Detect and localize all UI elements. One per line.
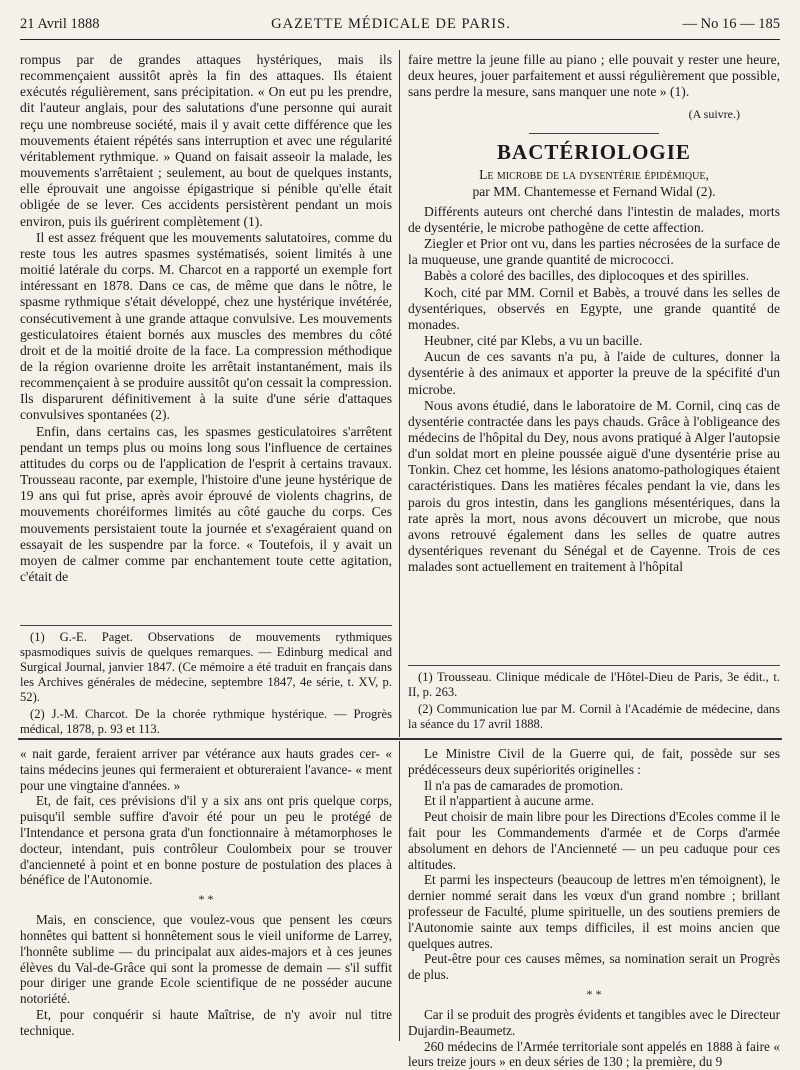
column-divider-top [399,50,400,737]
paragraph: Il n'a pas de camarades de promotion. [424,777,624,793]
paragraph: Heubner, cité par Klebs, a vu un bacille. [424,333,643,349]
paragraph: 260 médecins de l'Armée territoriale sont appelés en 1888 à faire « leurs treize jours » en deux séries de 130 ; la première, du 9 [408,1038,780,1070]
footnote-separator [20,625,392,626]
paragraph: Différents auteurs ont cherché dans l'intestin de malades, morts de dysentérie, le microbe pathogène de cette affection. [408,203,780,235]
paragraph: Peut-être pour ces causes mêmes, sa nomination serait un Progrès de plus. [408,951,780,983]
paragraph: Aucun de ces savants n'a pu, à l'aide de cultures, donner la dysentérie à des animaux et apporter la preuve de la spécifité d'un microbe. [408,349,780,397]
paragraph: Enfin, dans certains cas, les spasmes gesticulatoires s'arrêtent pendant un temps plus ou moins long sous l'influence de certaines attitudes du corps ou de l'application de l'esprit à certains travaux. Trousseau raconte, par exemple, l'histoire d'une jeune hystérique de 19 ans qui fut prise, après avoir éprouvé de violents chagrins, de mouvements choréiformes limités au côté gauche du corps. Ces mouvements persistaient toute la journée et s'exagéraient quand on essayait de les suspendre par la force. « Toutefois, il y avait un moyen de calmer comme par enchantement toute cette agitation, c'était de [20,423,392,584]
right-column [408,52,780,575]
paragraph: « nait garde, feraient arriver par vétérance aux hauts grades cer- « tains médecins jeunes qui fermeraient et obtureraient l'avance- « ment pour une vingtaine d'années. » [20,746,392,793]
issue-date: 21 Avril 1888 [20,16,100,32]
paragraph: Babès a coloré des bacilles, des diplocoques et des spirilles. [424,268,750,284]
footnote: (2) J.-M. Charcot. De la chorée rythmique hystérique. — Progrès médical, 1878, p. 93 et 113. [20,707,392,736]
article-authors: par MM. Chantemesse et Fernand Widal (2). [472,183,716,199]
paragraph: Car il se produit des progrès évidents et tangibles avec le Directeur Dujardin-Beaumetz. [408,1006,780,1038]
section-divider [18,738,782,740]
footnote-separator [408,665,780,666]
paragraph: faire mettre la jeune fille au piano ; elle pouvait y rester une heure, deux heures, jouer parfaitement et aussi régulièrement que possible, sans perdre la mesure, sans manquer une note » (1). [408,52,780,100]
issue-page-number: — No 16 — 185 [682,16,780,32]
footnote: (2) Communication lue par M. Cornil à l'Académie de médecine, dans la séance du 17 avril 1888. [408,702,780,731]
paragraph: rompus par de grandes attaques hystériques, mais ils recommençaient aussitôt après la fin des attaques. Ils étaient exécutés régulièrement, sans précipitation. « On eut pu les prendre, dit l'auteur anglais, pour des salutations d'une personne qui aurait reçu une nombreuse société, mais il y avait cette différence que les mouvements étaient répétés sans interruption et avec une régularité véritablement rythmique. » Quand on faisait asseoir la malade, les mouvements s'arrêtaient ; seulement, au bout de quelques instants, elle éprouvait une angoisse épigastrique si pénible qu'elle était obligée de se lever. Ces accidents persistèrent pendant un mois environ, puis ils guérirent complètement (1). [20,52,392,229]
paragraph: Et il n'appartient à aucune arme. [424,793,595,809]
left-column [20,52,392,585]
paragraph: Il est assez fréquent que les mouvements salutatoires, comme du reste tous les autres spasmes systématisés, soient limités à une moitié latérale du corps. M. Charcot en a rapporté un exemple fort intéressant en 1878. Dans ce cas, de même que dans le nôtre, le spasme rythmique s'était développé, chez une hystérique invétérée, consécutivement à une grande attaque convulsive. Les mouvements gesticulatoires étaient bornés aux muscles des membres du côté droit et de la moitié droite de la face. La compression méthodique de la région ovarienne droite les arrêtait instantanément, mais ils recommençaient à se produire aussitôt qu'on cessait la compression. Ils disparurent définitivement à la suite d'une série d'attaques convulsives spontanées (2). [20,229,392,423]
paragraph: Et, pour conquérir si haute Maîtrise, de n'y avoir nul titre technique. [20,1006,392,1038]
paragraph: Et, de fait, ces prévisions d'il y a six ans ont pris quelque corps, puisqu'il semble suffire d'avoir été pour un peu le protégé de l'Intendance et persona grata d'un fonctionnaire à métamorphoses le docteur, intendant, puis contrôleur Coulombeix pour se trouver d'ancienneté à point et en bonne posture de postulation des places à bénéfice de l'Autonomie. [20,793,392,888]
paragraph: Et parmi les inspecteurs (beaucoup de lettres m'en témoignent), le dernier nommé serait dans les vœux d'un grand nombre ; brillant professeur de Faculté, plume spirituelle, un des soutiens premiers de l'Autonomie sainte aux temps difficiles, il est moins ancien que quelques autres. [408,872,780,951]
article-title: Le microbe de la dysentérie épidémique, [479,166,709,182]
paragraph: Peut choisir de main libre pour les Directions d'Ecoles comme il le fait pour les Commandements d'armée et de Corps d'armée absolument en dehors de l'Ancienneté — un peu caduque pour ces altitudes. [408,809,780,872]
section-title: BACTÉRIOLOGIE [497,139,691,164]
paragraph: Le Ministre Civil de la Guerre qui, de fait, possède sur ses prédécesseurs deux supériorités originelles : [408,746,780,777]
left-footnotes [20,630,392,739]
to-be-continued: (A suivre.) [688,107,740,122]
paragraph: Ziegler et Prior ont vu, dans les parties nécrosées de la surface de la muqueuse, une grande quantité de micrococci. [408,236,780,268]
right-footnotes [408,670,780,734]
footnote: (1) G.-E. Paget. Observations de mouvements rythmiques spasmodiques suivis de quelques remarques. — Edinburg medical and Surgical Journal, janvier 1847. (Ce mémoire a été traduit en français dans les Archives générales de médecine, septembre 1847, 4e série, t. XV, p. 52). [20,630,392,704]
page-header [20,16,780,40]
bottom-right-column [408,746,780,1070]
asterism: * * [198,892,214,907]
journal-title: GAZETTE MÉDICALE DE PARIS. [271,16,511,32]
paragraph: Koch, cité par MM. Cornil et Babès, a trouvé dans les selles de dysentériques, observés en Egypte, une grande quantité de monades. [408,284,780,332]
bottom-left-column [20,746,392,1039]
column-divider-bottom [399,741,400,1041]
asterism: * * [586,986,602,1001]
footnote: (1) Trousseau. Clinique médicale de l'Hôtel-Dieu de Paris, 3e édit., t. II, p. 263. [408,670,780,699]
section-separator [529,133,659,134]
paragraph: Nous avons étudié, dans le laboratoire de M. Cornil, cinq cas de dysentérie contractée dans les pays chauds. Grâce à l'obligeance des médecins de l'hôpital du Dey, nous avons pratiqué à Alger l'autopsie d'un soldat mort en pleine poussée aiguë d'une dysentérie prise au Tonkin. Chez cet homme, les lésions anatomo-pathologiques étaient caractéristiques. Dans les matières fécales pendant la vie, dans les parois du gros intestin, dans les ganglions mésentériques, dans la rate après la mort, nous avons découvert un microbe, que nous avons retrouvé également dans les selles de quatre autres dysentériques revenant du Sénégal et de Cayenne. Trois de ces malades sont actuellement en traitement à l'hôpital [408,397,780,575]
paragraph: Mais, en conscience, que voulez-vous que pensent les cœurs honnêtes qui battent si honnêtement sous le vieil uniforme de Larrey, l'honnête sublime — du principalat aux aides-majors et à ces jeunes élèves du Val-de-Grâce qui sont la promesse de demain — s'il suffit pour diriger une grande Ecole scientifique de ne posséder aucune notoriété. [20,912,392,1007]
